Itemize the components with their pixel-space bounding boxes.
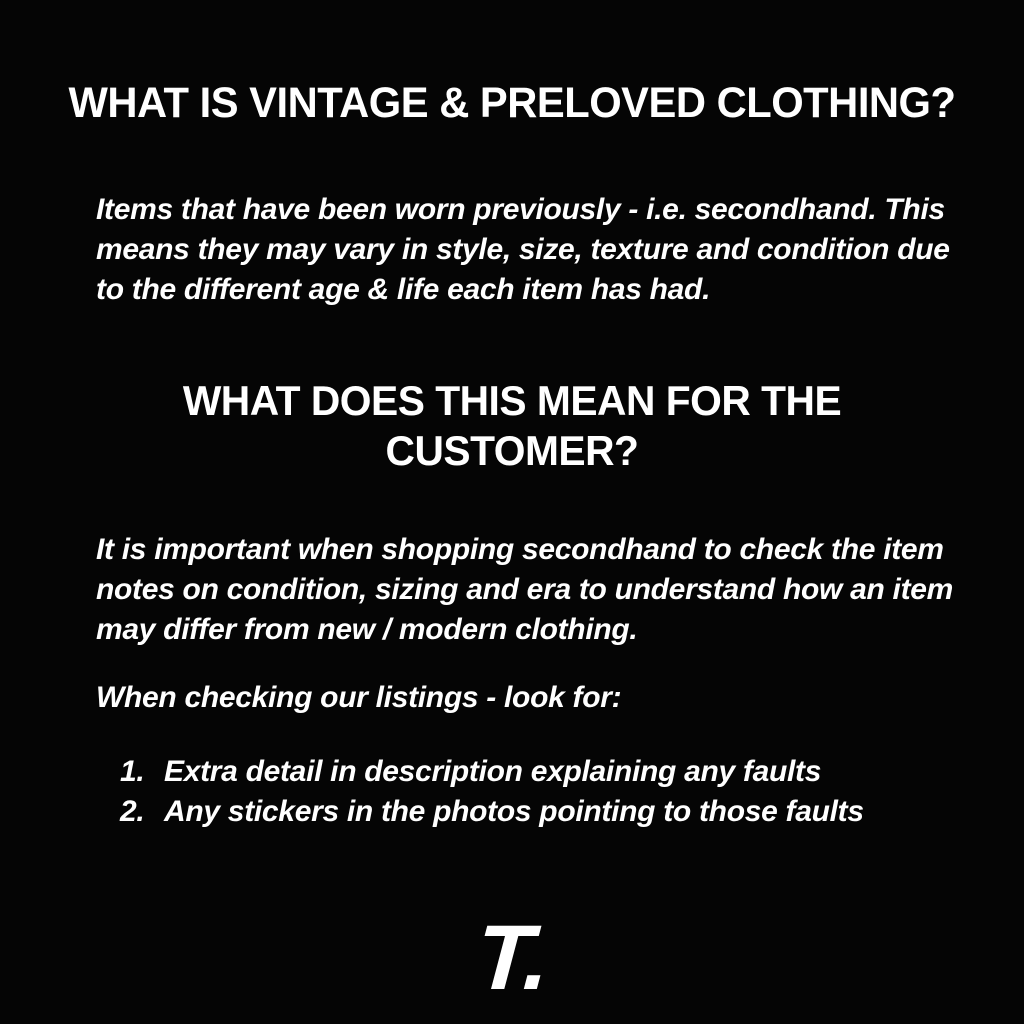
- list-item-text: Extra detail in description explaining any faults: [164, 755, 822, 788]
- intro-paragraph-line-3: to the different age & life each item has had.: [96, 273, 711, 306]
- customer-paragraph: [96, 530, 956, 650]
- section-heading-customer: [15, 376, 1008, 476]
- list-item: [120, 752, 950, 792]
- checklist: [120, 752, 950, 832]
- list-item-text: Any stickers in the photos pointing to those faults: [164, 795, 864, 828]
- customer-paragraph-line-1: It is important when shopping secondhand to check the item: [96, 533, 944, 566]
- customer-paragraph-line-3: may differ from new / modern clothing.: [96, 613, 638, 646]
- listings-intro: When checking our listings - look for:: [96, 681, 622, 714]
- section-heading-line-1: WHAT DOES THIS MEAN FOR THE: [182, 377, 842, 424]
- brand-logo: T.: [472, 907, 552, 1009]
- intro-paragraph-line-1: Items that have been worn previously - i.e. secondhand. This: [96, 193, 945, 226]
- intro-paragraph: [96, 190, 956, 310]
- customer-paragraph-line-2: notes on condition, sizing and era to understand how an item: [96, 573, 954, 606]
- list-item-number: 1.: [120, 755, 145, 788]
- intro-paragraph-line-2: means they may vary in style, size, texture and condition due: [96, 233, 950, 266]
- list-item: [120, 792, 950, 832]
- page-title: WHAT IS VINTAGE & PRELOVED CLOTHING?: [68, 79, 956, 127]
- section-heading-line-2: CUSTOMER?: [385, 427, 639, 474]
- list-item-number: 2.: [120, 795, 145, 828]
